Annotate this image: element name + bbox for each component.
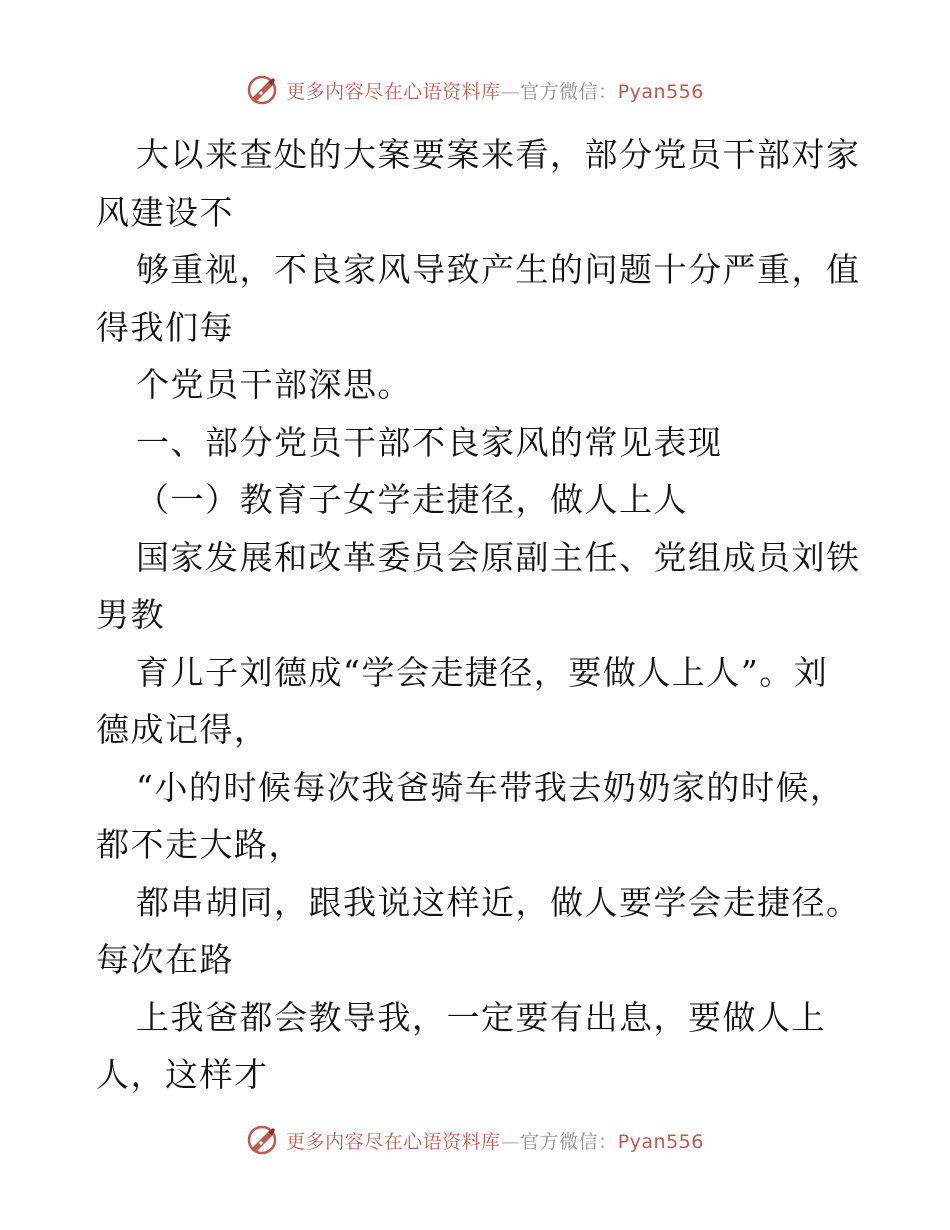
section-heading: 一、部分党员干部不良家风的常见表现 [136,422,723,462]
body-line: 都不走大路， [96,825,303,864]
document-body [96,126,861,1104]
header-library-name: 更多内容尽在心语资料库 [286,80,501,103]
body-line: 人，这样才 [96,1055,269,1094]
header-wechat-label: 官方微信： [520,80,618,103]
pen-nib-logo-icon [246,74,278,106]
footer-wechat-label: 官方微信： [520,1130,618,1153]
body-line: 德成记得， [96,710,269,749]
body-line: 每次在路 [96,940,234,979]
body-line: 大以来查处的大案要案来看，部分党员干部对家 [136,135,861,174]
header-dash: — [500,80,521,103]
body-line: 上我爸都会教导我，一定要有出息，要做人上 [136,997,826,1037]
body-line: 得我们每 [96,307,234,347]
footer-banner-text [286,1127,704,1154]
subsection-heading: （一）教育子女学走捷径，做人上人 [136,480,688,519]
body-line: 够重视，不良家风导致产生的问题十分严重，值 [136,250,861,289]
body-line: 都串胡同，跟我说这样近，做人要学会走捷径。 [136,882,861,922]
body-line: 风建设不 [96,192,234,232]
header-banner-text [286,77,704,104]
footer-banner [0,1120,950,1160]
body-line: 国家发展和改革委员会原副主任、党组成员刘铁 [136,537,861,577]
header-banner [0,70,950,110]
footer-wechat-id: Pyan556 [617,1130,704,1153]
body-line: “小的时候每次我爸骑车带我去奶奶家的时候， [136,767,845,807]
header-wechat-id: Pyan556 [617,80,704,103]
footer-library-name: 更多内容尽在心语资料库 [286,1130,501,1153]
body-line: 育儿子刘德成“学会走捷径，要做人上人”。刘 [136,652,829,692]
body-line: 男教 [96,595,165,634]
pen-nib-logo-icon [246,1124,278,1156]
footer-dash: — [500,1130,521,1153]
body-line: 个党员干部深思。 [136,365,412,404]
